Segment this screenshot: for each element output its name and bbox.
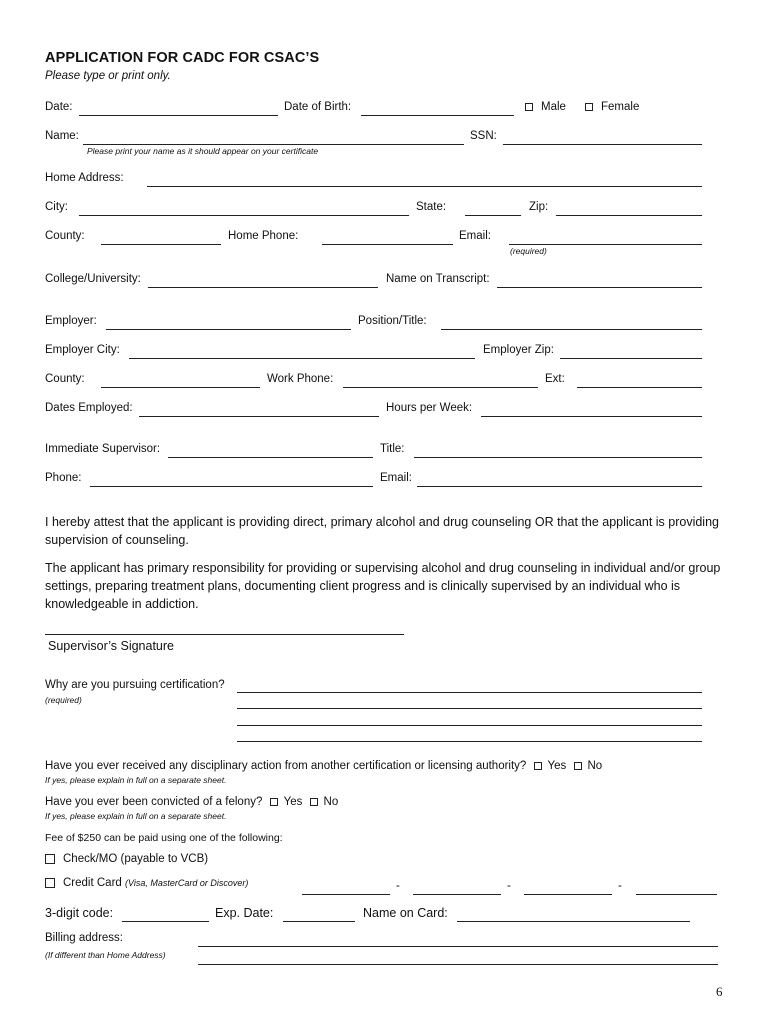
fee-text: Fee of $250 can be paid using one of the following: xyxy=(45,832,283,844)
exp-date-label: Exp. Date: xyxy=(215,906,274,920)
page-title: APPLICATION FOR CADC FOR CSAC’S xyxy=(45,50,320,66)
county-label: County: xyxy=(45,230,85,242)
card-number-segment-3[interactable] xyxy=(524,894,612,895)
card-dash-3: - xyxy=(618,880,622,892)
zip-field[interactable] xyxy=(556,215,702,216)
check-checkbox[interactable] xyxy=(45,854,55,864)
name-on-card-field[interactable] xyxy=(457,921,690,922)
supervisor-email-label: Email: xyxy=(380,472,412,484)
disciplinary-explain-note: If yes, please explain in full on a separate sheet. xyxy=(45,775,227,785)
billing-line-2[interactable] xyxy=(198,964,718,965)
disciplinary-yes-option[interactable] xyxy=(534,760,567,772)
position-field[interactable] xyxy=(441,329,702,330)
work-county-label: County: xyxy=(45,373,85,385)
billing-line-1[interactable] xyxy=(198,946,718,947)
city-label: City: xyxy=(45,201,68,213)
why-line-1[interactable] xyxy=(237,692,702,693)
state-label: State: xyxy=(416,201,447,213)
male-label: Male xyxy=(541,101,566,113)
supervisor-field[interactable] xyxy=(168,457,373,458)
name-field[interactable] xyxy=(83,144,464,145)
check-label: Check/MO (payable to VCB) xyxy=(63,853,209,865)
disciplinary-no-checkbox[interactable] xyxy=(574,762,582,770)
email-required-note: (required) xyxy=(510,246,547,256)
name-transcript-label: Name on Transcript: xyxy=(386,273,490,285)
ssn-field[interactable] xyxy=(503,144,702,145)
felony-no-label: No xyxy=(323,796,339,808)
hours-label: Hours per Week: xyxy=(386,402,473,414)
college-field[interactable] xyxy=(148,287,378,288)
name-transcript-field[interactable] xyxy=(497,287,702,288)
why-line-4[interactable] xyxy=(237,741,702,742)
supervisor-phone-field[interactable] xyxy=(90,486,373,487)
dob-field[interactable] xyxy=(361,115,514,116)
date-label: Date: xyxy=(45,101,73,113)
ext-field[interactable] xyxy=(577,387,702,388)
card-number-segment-2[interactable] xyxy=(413,894,501,895)
disciplinary-question xyxy=(45,760,602,772)
college-label: College/University: xyxy=(45,273,141,285)
felony-text: Have you ever been convicted of a felony? xyxy=(45,796,263,808)
why-required-note: (required) xyxy=(45,695,82,705)
credit-card-checkbox[interactable] xyxy=(45,878,55,888)
supervisor-title-label: Title: xyxy=(380,443,405,455)
credit-card-label: Credit Card xyxy=(63,877,122,889)
female-checkbox[interactable] xyxy=(585,103,593,111)
check-option[interactable] xyxy=(45,853,208,865)
why-label: Why are you pursuing certification? xyxy=(45,679,225,691)
felony-yes-checkbox[interactable] xyxy=(270,798,278,806)
name-note: Please print your name as it should appear on your certificate xyxy=(87,146,319,156)
why-line-2[interactable] xyxy=(237,708,702,709)
hours-field[interactable] xyxy=(481,416,702,417)
card-dash-1: - xyxy=(396,880,400,892)
position-label: Position/Title: xyxy=(358,315,427,327)
credit-card-option[interactable] xyxy=(45,877,248,889)
billing-note: (If different than Home Address) xyxy=(45,950,166,960)
employer-city-label: Employer City: xyxy=(45,344,120,356)
male-option[interactable] xyxy=(525,101,566,113)
card-number-segment-1[interactable] xyxy=(302,894,390,895)
dob-label: Date of Birth: xyxy=(284,101,352,113)
digit-code-label: 3-digit code: xyxy=(45,906,114,920)
felony-yes-option[interactable] xyxy=(270,796,303,808)
female-label: Female xyxy=(601,101,640,113)
card-number-segment-4[interactable] xyxy=(636,894,717,895)
email-field[interactable] xyxy=(509,244,702,245)
supervisor-label: Immediate Supervisor: xyxy=(45,443,161,455)
employer-field[interactable] xyxy=(106,329,351,330)
male-checkbox[interactable] xyxy=(525,103,533,111)
home-phone-label: Home Phone: xyxy=(228,230,299,242)
state-field[interactable] xyxy=(465,215,521,216)
county-field[interactable] xyxy=(101,244,221,245)
zip-label: Zip: xyxy=(529,201,549,213)
home-address-field[interactable] xyxy=(147,186,702,187)
page-subtitle: Please type or print only. xyxy=(45,70,171,82)
why-line-3[interactable] xyxy=(237,725,702,726)
female-option[interactable] xyxy=(585,101,639,113)
employer-label: Employer: xyxy=(45,315,97,327)
city-field[interactable] xyxy=(79,215,409,216)
felony-no-checkbox[interactable] xyxy=(310,798,318,806)
disciplinary-no-label: No xyxy=(587,760,603,772)
felony-explain-note: If yes, please explain in full on a separate sheet. xyxy=(45,811,227,821)
work-phone-field[interactable] xyxy=(343,387,538,388)
attestation-paragraph: I hereby attest that the applicant is providing direct, primary alcohol and drug counseling OR that the applicant is providing supervision of counseling. xyxy=(45,515,719,547)
home-phone-field[interactable] xyxy=(322,244,453,245)
disciplinary-yes-checkbox[interactable] xyxy=(534,762,542,770)
felony-question xyxy=(45,796,338,808)
employer-zip-label: Employer Zip: xyxy=(483,344,554,356)
name-on-card-label: Name on Card: xyxy=(363,906,448,920)
billing-label: Billing address: xyxy=(45,932,123,944)
supervisor-phone-label: Phone: xyxy=(45,472,82,484)
disciplinary-no-option[interactable] xyxy=(574,760,603,772)
supervisor-signature-field[interactable] xyxy=(45,634,404,635)
felony-no-option[interactable] xyxy=(310,796,339,808)
ext-label: Ext: xyxy=(545,373,565,385)
disciplinary-text: Have you ever received any disciplinary action from another certification or licensing authority? xyxy=(45,760,527,772)
dates-employed-field[interactable] xyxy=(139,416,379,417)
responsibility-paragraph: The applicant has primary responsibility for providing or supervising alcohol and drug counseling in individual and/or group settings, preparing treatment plans, documenting client progress and is clinically supervised by an individual who is knowledgeable in addiction. xyxy=(45,561,721,611)
felony-yes-label: Yes xyxy=(283,796,303,808)
credit-card-note: (Visa, MasterCard or Discover) xyxy=(125,878,249,888)
work-phone-label: Work Phone: xyxy=(267,373,334,385)
digit-code-field[interactable] xyxy=(122,921,209,922)
signature-label: Supervisor’s Signature xyxy=(48,639,174,653)
exp-date-field[interactable] xyxy=(283,921,355,922)
employer-city-field[interactable] xyxy=(129,358,475,359)
disciplinary-yes-label: Yes xyxy=(547,760,567,772)
supervisor-title-field[interactable] xyxy=(414,457,702,458)
card-dash-2: - xyxy=(507,880,511,892)
home-address-label: Home Address: xyxy=(45,172,124,184)
date-field[interactable] xyxy=(79,115,278,116)
supervisor-email-field[interactable] xyxy=(417,486,702,487)
email-label: Email: xyxy=(459,230,491,242)
work-county-field[interactable] xyxy=(101,387,260,388)
name-label: Name: xyxy=(45,130,79,142)
dates-employed-label: Dates Employed: xyxy=(45,402,133,414)
page-number: 6 xyxy=(716,984,723,999)
ssn-label: SSN: xyxy=(470,130,497,142)
employer-zip-field[interactable] xyxy=(560,358,702,359)
